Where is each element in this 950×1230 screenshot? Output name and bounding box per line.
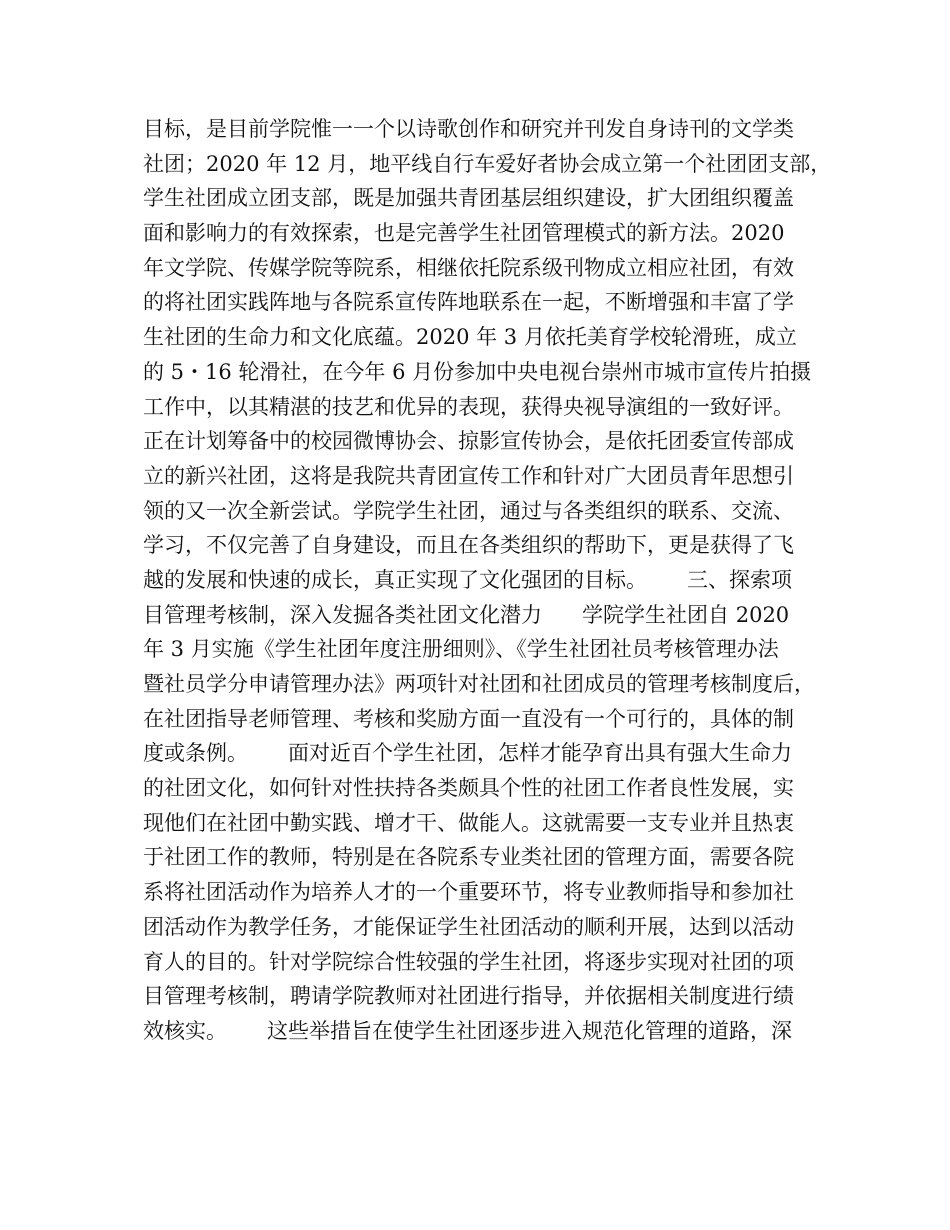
text-line: 于社团工作的教师，特别是在各院系专业类社团的管理方面，需要各院 (143, 845, 794, 870)
text-line: 立的新兴社团，这将是我院共青团宣传工作和针对广大团员青年思想引 (143, 463, 794, 488)
text-line: 学习，不仅完善了自身建设，而且在各类组织的帮助下，更是获得了飞 (143, 533, 794, 558)
text-line: 社团；2020 年 12 月，地平线自行车爱好者协会成立第一个社团团支部， (143, 151, 832, 176)
text-line: 的 5・16 轮滑社，在今年 6 月份参加中央电视台崇州市城市宣传片拍摄 (143, 359, 812, 384)
text-line: 现他们在社团中勤实践、增才干、做能人。这就需要一支专业并且热衷 (143, 810, 794, 835)
text-line: 目管理考核制，聘请学院教师对社团进行指导，并依据相关制度进行绩 (143, 984, 794, 1009)
text-line: 目管理考核制，深入发掘各类社团文化潜力 学院学生社团自 2020 (143, 602, 790, 627)
text-line: 年 3 月实施《学生社团年度注册细则》、《学生社团社员考核管理办法 (143, 637, 779, 662)
text-line: 目标，是目前学院惟一一个以诗歌创作和研究并刊发自身诗刊的文学类 (143, 117, 794, 141)
text-line: 育人的目的。针对学院综合性较强的学生社团，将逐步实现对社团的项 (143, 949, 794, 974)
text-line: 度或条例。 面对近百个学生社团，怎样才能孕育出具有强大生命力 (143, 741, 793, 766)
text-line: 年文学院、传媒学院等院系，相继依托院系级刊物成立相应社团，有效 (143, 255, 794, 280)
text-line: 的将社团实践阵地与各院系宣传阵地联系在一起，不断增强和丰富了学 (143, 290, 794, 315)
text-line: 的社团文化，如何针对性扶持各类颇具个性的社团工作者良性发展，实 (143, 776, 794, 801)
text-line: 暨社员学分申请管理办法》两项针对社团和社团成员的管理考核制度后， (143, 672, 815, 696)
text-line: 系将社团活动作为培养人才的一个重要环节，将专业教师指导和参加社 (143, 880, 794, 905)
text-line: 正在计划筹备中的校园微博协会、掠影宣传协会，是依托团委宣传部成 (143, 429, 794, 454)
text-line: 面和影响力的有效探索，也是完善学生社团管理模式的新方法。2020 (143, 221, 785, 246)
text-line: 领的又一次全新尝试。学院学生社团，通过与各类组织的联系、交流、 (143, 498, 794, 523)
body-text (143, 112, 832, 1049)
text-line: 生社团的生命力和文化底蕴。2020 年 3 月依托美育学校轮滑班，成立 (143, 325, 797, 350)
text-line: 工作中，以其精湛的技艺和优异的表现，获得央视导演组的一致好评。 (143, 394, 794, 419)
text-line: 学生社团成立团支部，既是加强共青团基层组织建设，扩大团组织覆盖 (143, 186, 794, 211)
text-line: 在社团指导老师管理、考核和奖励方面一直没有一个可行的，具体的制 (143, 706, 794, 731)
text-line: 效核实。 这些举措旨在使学生社团逐步进入规范化管理的道路，深 (143, 1018, 793, 1043)
text-line: 团活动作为教学任务，才能保证学生社团活动的顺利开展，达到以活动 (143, 914, 794, 939)
text-line: 越的发展和快速的成长，真正实现了文化强团的目标。 三、探索项 (143, 567, 793, 592)
